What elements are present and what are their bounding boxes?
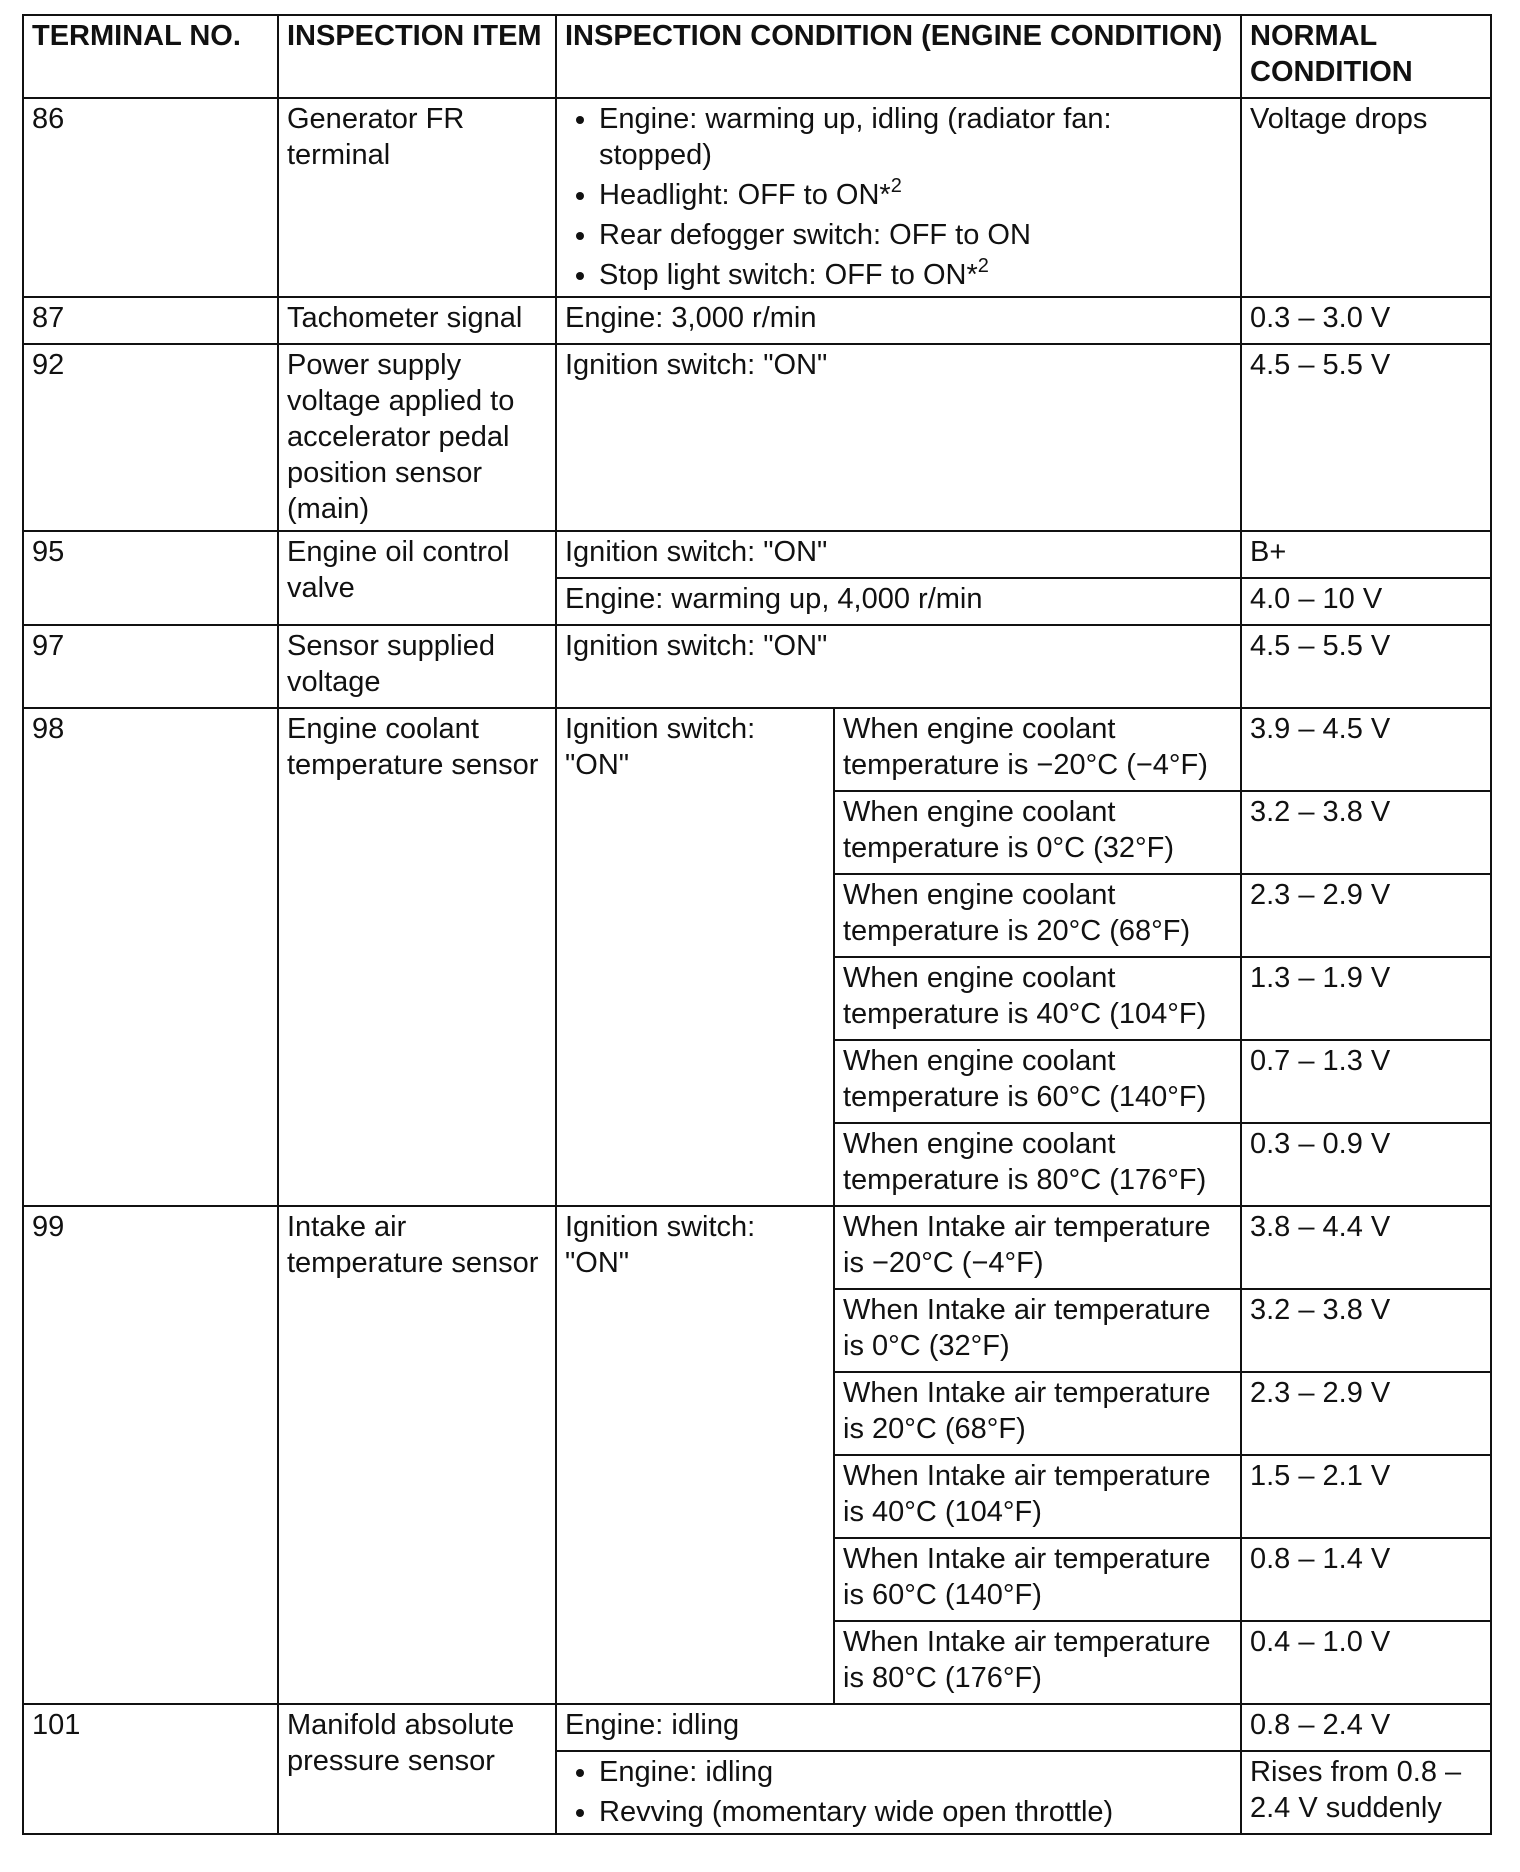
- terminal-number: 86: [23, 98, 278, 297]
- document-page: [22, 14, 1492, 1835]
- list-item: • Engine: idling: [599, 1754, 1232, 1790]
- normal-condition: 0.3 – 0.9 V: [1241, 1123, 1491, 1206]
- header-terminal-no: TERMINAL NO.: [23, 15, 278, 98]
- list-item: [599, 257, 1232, 293]
- header-normal-condition: NORMAL CONDITION: [1241, 15, 1491, 98]
- normal-condition: 1.3 – 1.9 V: [1241, 957, 1491, 1040]
- sub-condition: When engine coolant temperature is 80°C (176°F): [834, 1123, 1241, 1206]
- normal-condition: 3.8 – 4.4 V: [1241, 1206, 1491, 1289]
- inspection-condition: Ignition switch: "ON": [556, 708, 834, 1206]
- sub-condition: When Intake air temperature is 0°C (32°F): [834, 1289, 1241, 1372]
- sub-condition: When Intake air temperature is 40°C (104°F): [834, 1455, 1241, 1538]
- normal-condition: 3.9 – 4.5 V: [1241, 708, 1491, 791]
- sub-condition: When engine coolant temperature is 20°C (68°F): [834, 874, 1241, 957]
- sub-condition: When engine coolant temperature is 60°C (140°F): [834, 1040, 1241, 1123]
- table-row: [23, 531, 1491, 578]
- terminal-number: 95: [23, 531, 278, 625]
- normal-condition: 4.5 – 5.5 V: [1241, 344, 1491, 531]
- condition-list: [565, 1754, 1232, 1830]
- normal-condition: Rises from 0.8 – 2.4 V suddenly: [1241, 1751, 1491, 1834]
- normal-condition: 4.5 – 5.5 V: [1241, 625, 1491, 708]
- inspection-condition: Ignition switch: "ON": [556, 625, 1241, 708]
- inspection-condition: Ignition switch: "ON": [556, 344, 1241, 531]
- inspection-item: Power supply voltage applied to accelerator pedal position sensor (main): [278, 344, 556, 531]
- normal-condition: 0.8 – 1.4 V: [1241, 1538, 1491, 1621]
- inspection-condition: Engine: idling: [556, 1704, 1241, 1751]
- header-row: [23, 15, 1491, 98]
- condition-text: Headlight: OFF to ON*: [599, 179, 891, 211]
- table-row: [23, 98, 1491, 297]
- list-item: • Revving (momentary wide open throttle): [599, 1794, 1232, 1830]
- inspection-item: Generator FR terminal: [278, 98, 556, 297]
- condition-list: [565, 101, 1232, 293]
- table-row: [23, 1704, 1491, 1751]
- inspection-condition: [556, 98, 1241, 297]
- list-item: [599, 217, 1232, 253]
- normal-condition: 2.3 – 2.9 V: [1241, 874, 1491, 957]
- terminal-number: 97: [23, 625, 278, 708]
- inspection-item: Tachometer signal: [278, 297, 556, 344]
- terminal-number: 99: [23, 1206, 278, 1704]
- condition-text: Rear defogger switch: OFF to ON: [599, 219, 1031, 251]
- sub-condition: When Intake air temperature is 60°C (140°F): [834, 1538, 1241, 1621]
- normal-condition: 3.2 – 3.8 V: [1241, 1289, 1491, 1372]
- sub-condition: When Intake air temperature is −20°C (−4°F): [834, 1206, 1241, 1289]
- terminal-number: 92: [23, 344, 278, 531]
- condition-text: Engine: warming up, idling (radiator fan: stopped): [599, 103, 1112, 171]
- inspection-condition: Ignition switch: "ON": [556, 531, 1241, 578]
- header-inspection-item: INSPECTION ITEM: [278, 15, 556, 98]
- inspection-condition: Engine: warming up, 4,000 r/min: [556, 578, 1241, 625]
- sub-condition: When Intake air temperature is 20°C (68°F): [834, 1372, 1241, 1455]
- inspection-condition: Engine: 3,000 r/min: [556, 297, 1241, 344]
- inspection-item: Sensor supplied voltage: [278, 625, 556, 708]
- list-item: [599, 177, 1232, 213]
- inspection-item: Engine oil control valve: [278, 531, 556, 625]
- footnote-marker: 2: [890, 175, 902, 197]
- terminal-number: 101: [23, 1704, 278, 1834]
- normal-condition: 0.8 – 2.4 V: [1241, 1704, 1491, 1751]
- normal-condition: 3.2 – 3.8 V: [1241, 791, 1491, 874]
- inspection-condition: Ignition switch: "ON": [556, 1206, 834, 1704]
- normal-condition: 1.5 – 2.1 V: [1241, 1455, 1491, 1538]
- normal-condition: 0.7 – 1.3 V: [1241, 1040, 1491, 1123]
- terminal-number: 87: [23, 297, 278, 344]
- sub-condition: When engine coolant temperature is 40°C (104°F): [834, 957, 1241, 1040]
- inspection-item: Manifold absolute pressure sensor: [278, 1704, 556, 1834]
- condition-text: Stop light switch: OFF to ON*: [599, 259, 978, 291]
- normal-condition: 2.3 – 2.9 V: [1241, 1372, 1491, 1455]
- footnote-marker: 2: [977, 255, 989, 277]
- table-row: [23, 297, 1491, 344]
- sub-condition: When engine coolant temperature is 0°C (32°F): [834, 791, 1241, 874]
- inspection-condition: [556, 1751, 1241, 1834]
- inspection-item: Intake air temperature sensor: [278, 1206, 556, 1704]
- table-row: [23, 1206, 1491, 1289]
- inspection-item: Engine coolant temperature sensor: [278, 708, 556, 1206]
- table-row: [23, 708, 1491, 791]
- normal-condition: 0.3 – 3.0 V: [1241, 297, 1491, 344]
- table-row: [23, 625, 1491, 708]
- normal-condition: 0.4 – 1.0 V: [1241, 1621, 1491, 1704]
- terminal-inspection-table: [22, 14, 1492, 1835]
- terminal-number: 98: [23, 708, 278, 1206]
- header-inspection-condition: INSPECTION CONDITION (ENGINE CONDITION): [556, 15, 1241, 98]
- list-item: [599, 101, 1232, 173]
- sub-condition: When Intake air temperature is 80°C (176°F): [834, 1621, 1241, 1704]
- normal-condition: Voltage drops: [1241, 98, 1491, 297]
- sub-condition: When engine coolant temperature is −20°C (−4°F): [834, 708, 1241, 791]
- table-row: [23, 344, 1491, 531]
- normal-condition: B+: [1241, 531, 1491, 578]
- normal-condition: 4.0 – 10 V: [1241, 578, 1491, 625]
